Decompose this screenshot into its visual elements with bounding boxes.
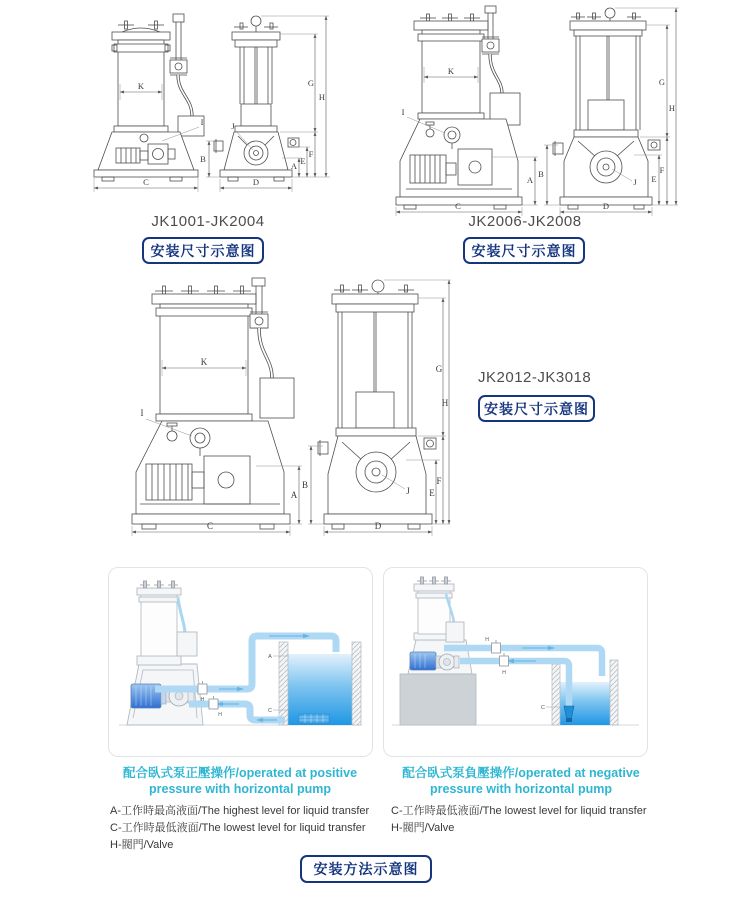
model-label-jk2006: JK2006-JK2008 [468, 213, 582, 230]
dimension-diagram-button-jk1001[interactable]: 安装尺寸示意图 [142, 237, 264, 264]
jk2012-dimension-drawing [116, 276, 452, 540]
dim-E: E [651, 174, 657, 184]
dim-I: I [140, 408, 144, 418]
negative-pressure-caption [385, 765, 657, 837]
dim-F: F [436, 476, 442, 486]
dim-E: E [429, 488, 435, 498]
dim-D: D [252, 177, 260, 187]
dimension-diagram-button-jk2006[interactable]: 安装尺寸示意图 [463, 237, 585, 264]
positive-pressure-install-box [108, 567, 373, 757]
negative-pressure-title: 配合臥式泵負壓操作/operated at negative pressure with horizontal pump [402, 766, 640, 797]
note-lowest-level: C-工作時最低液面/The lowest level for liquid transfer [391, 804, 647, 817]
valve-label-h: H [485, 637, 489, 643]
level-label-a: A [268, 654, 272, 660]
jk1001-dimension-drawing [82, 8, 334, 210]
dim-I: I [401, 107, 405, 117]
note-highest-level: A-工作時最高液面/The highest level for liquid transfer [110, 804, 370, 817]
positive-pressure-caption [104, 765, 376, 854]
dim-J: J [231, 121, 235, 131]
front-view [132, 278, 302, 536]
dim-J: J [633, 177, 637, 187]
strainer [299, 714, 329, 723]
dim-A: A [526, 175, 534, 185]
dim-K: K [137, 81, 145, 91]
dimension-diagram-button-jk2012[interactable]: 安装尺寸示意图 [478, 395, 595, 422]
dim-H: H [668, 103, 676, 113]
front-view [396, 6, 538, 216]
dim-K: K [447, 66, 455, 76]
tank [279, 642, 361, 725]
dim-C: C [455, 201, 461, 211]
valve-lower [500, 653, 509, 676]
motor [410, 652, 436, 670]
install-method-button[interactable]: 安装方法示意图 [300, 855, 432, 883]
valve-label-h: H [218, 712, 222, 718]
note-valve: H-閥門/Valve [110, 838, 174, 851]
side-view [302, 280, 451, 536]
front-view [94, 14, 204, 192]
dim-D: D [602, 201, 610, 211]
valve-label-h: H [200, 697, 205, 703]
dim-J: J [406, 486, 410, 496]
level-label-c: C [268, 708, 272, 714]
level-label-c: C [541, 705, 545, 711]
model-label-jk2012: JK2012-JK3018 [478, 369, 592, 386]
dim-D: D [374, 521, 382, 531]
dim-G: G [435, 364, 443, 374]
dim-F: F [308, 149, 314, 159]
dim-H: H [318, 92, 326, 102]
dim-B: B [301, 480, 309, 490]
dim-G: G [307, 78, 315, 88]
side-view [200, 16, 330, 192]
dim-C: C [206, 521, 214, 531]
negative-pressure-install-box [383, 567, 648, 757]
dim-A: A [290, 490, 298, 500]
side-view [538, 8, 679, 216]
model-label-jk1001: JK1001-JK2004 [151, 213, 265, 230]
positive-pressure-title: 配合臥式泵正壓操作/operated at positive pressure with horizontal pump [122, 766, 358, 797]
dim-C: C [143, 177, 149, 187]
dim-E: E [300, 156, 306, 166]
dim-B: B [200, 154, 206, 164]
dim-K: K [200, 357, 208, 367]
dim-G: G [658, 77, 666, 87]
dim-H: H [441, 398, 449, 408]
note-valve: H-閥門/Valve [391, 821, 455, 834]
dim-F: F [659, 165, 665, 175]
dim-A: A [290, 161, 298, 171]
negative-pressure-diagram [384, 568, 647, 756]
positive-pressure-diagram [109, 568, 372, 756]
dim-I: I [200, 117, 204, 127]
concrete-pedestal [400, 674, 476, 725]
jk2006-dimension-drawing [388, 5, 680, 218]
note-lowest-level: C-工作時最低液面/The lowest level for liquid transfer [110, 821, 366, 834]
tank [552, 660, 618, 725]
dim-B: B [538, 169, 544, 179]
valve-label-h: H [502, 670, 506, 676]
